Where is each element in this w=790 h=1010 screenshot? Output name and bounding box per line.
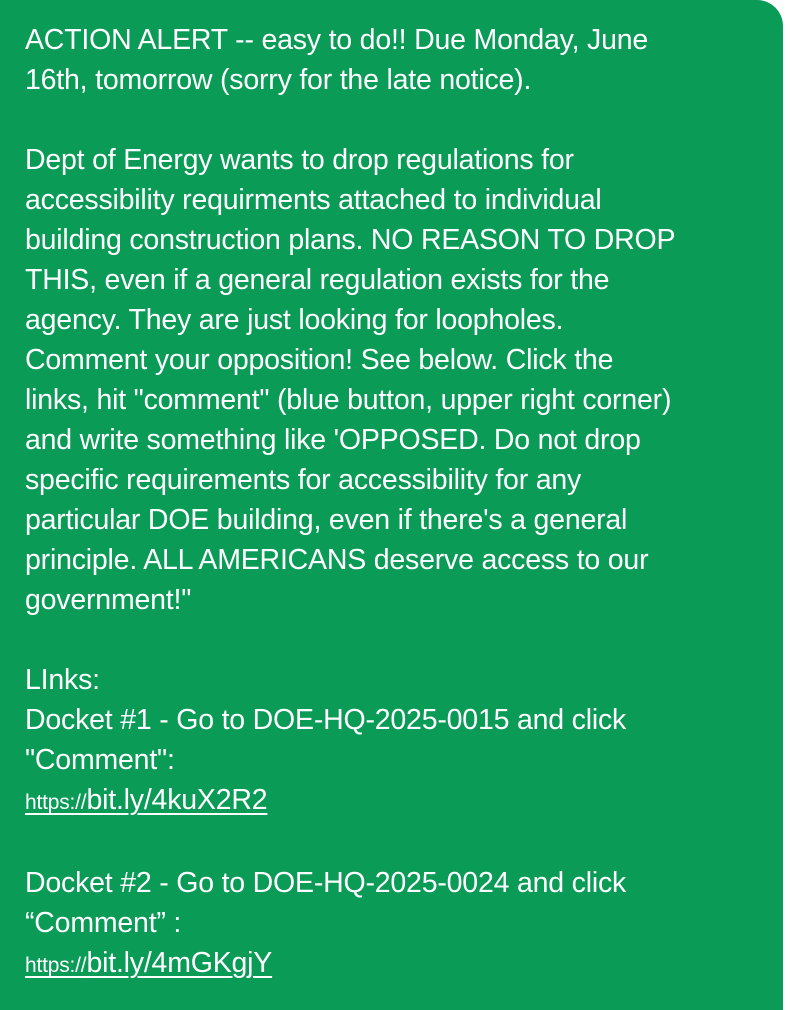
body-line: Dept of Energy wants to drop regulations for — [25, 144, 574, 176]
docket2-link-protocol: https:// — [25, 954, 87, 977]
alert-line: ACTION ALERT -- easy to do!! Due Monday, June — [25, 24, 649, 56]
docket1-link[interactable] — [25, 784, 267, 816]
paragraph-gap — [25, 620, 763, 660]
docket1-link-row — [25, 780, 763, 823]
docket1-line: Docket #1 - Go to DOE-HQ-2025-0015 and click — [25, 704, 627, 736]
body-line: specific requirements for accessibility for any — [25, 464, 582, 496]
body-line: agency. They are just looking for loopholes. — [25, 304, 564, 336]
paragraph-gap — [25, 100, 763, 140]
docket2-line: “Comment” : — [25, 907, 182, 939]
body-line: government!" — [25, 584, 192, 616]
docket2-link-row — [25, 943, 763, 986]
body-line: particular DOE building, even if there's a general — [25, 504, 628, 536]
body-line: building construction plans. NO REASON TO DROP — [25, 224, 676, 256]
body-line: accessibility requirments attached to individual — [25, 184, 602, 216]
body-line: links, hit "comment" (blue button, upper right corner) — [25, 384, 672, 416]
alert-line: 16th, tomorrow (sorry for the late notice). — [25, 64, 532, 96]
docket2-link[interactable] — [25, 947, 272, 979]
paragraph-gap — [25, 823, 763, 863]
docket2-section — [25, 863, 763, 986]
links-section — [25, 660, 763, 823]
body-line: Comment your opposition! See below. Click the — [25, 344, 614, 376]
docket1-link-host: bit.ly/4kuX2R2 — [86, 784, 268, 816]
body-line: THIS, even if a general regulation exists for the — [25, 264, 610, 296]
docket2-link-host: bit.ly/4mGKgjY — [86, 947, 273, 979]
body-paragraph — [25, 140, 763, 620]
body-line: and write something like 'OPPOSED. Do not drop — [25, 424, 641, 456]
docket1-line: "Comment": — [25, 744, 175, 776]
alert-paragraph — [25, 20, 763, 100]
links-heading: LInks: — [25, 664, 100, 696]
body-line: principle. ALL AMERICANS deserve access to our — [25, 544, 649, 576]
docket1-link-protocol: https:// — [25, 791, 87, 814]
docket2-line: Docket #2 - Go to DOE-HQ-2025-0024 and click — [25, 867, 627, 899]
